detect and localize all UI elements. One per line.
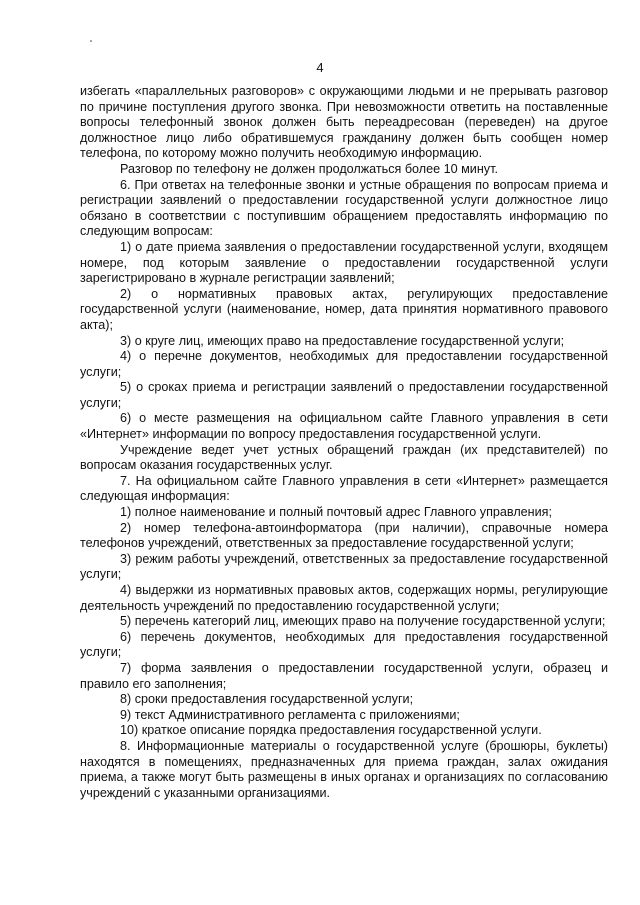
paragraph: 1) о дате приема заявления о предоставлении государственной услуги, входящем номере, под которым заявление о предоставлении государственной услуги зарегистрировано в журнале регистрации заявлений; (80, 239, 608, 286)
paragraph: 3) режим работы учреждений, ответственных за предоставление государственной услуги; (80, 551, 608, 582)
page-number: 4 (316, 60, 324, 75)
paragraph: избегать «параллельных разговоров» с окружающими людьми и не прерывать разговор по причине поступления другого звонка. При невозможности ответить на поставленные вопросы телефонный звонок должен быть переадресован (переведен) на другое должностное лицо либо обратившемуся гражданину должен быть сообщен номер телефона, по которому можно получить необходимую информацию. (80, 84, 608, 161)
paragraph: 1) полное наименование и полный почтовый адрес Главного управления; (120, 505, 552, 520)
paragraph: Учреждение ведет учет устных обращений граждан (их представителей) по вопросам оказания государственных услуг. (80, 442, 608, 473)
paragraph: 5) перечень категорий лиц, имеющих право на получение государственной услуги; (120, 614, 606, 629)
paragraph: Разговор по телефону не должен продолжаться более 10 минут. (120, 161, 498, 176)
document-body (80, 84, 608, 801)
paragraph: 6. При ответах на телефонные звонки и устные обращения по вопросам приема и регистрации заявлений о предоставлении государственной услуги должностное лицо обязано в соответствии с поступившим обращением предоставлять информацию по следующим вопросам: (80, 177, 608, 239)
paragraph: 8. Информационные материалы о государственной услуге (брошюры, буклеты) находятся в помещениях, предназначенных для приема граждан, залах ожидания приема, а также могут быть размещены в иных органах и организациях по согласованию учреждений с указанными организациями. (80, 738, 608, 800)
paragraph: 3) о круге лиц, имеющих право на предоставление государственной услуги; (120, 333, 565, 348)
paragraph: 5) о сроках приема и регистрации заявлений о предоставлении государственной услуги; (80, 380, 608, 410)
scan-speck (90, 40, 92, 42)
paragraph: 7. На официальном сайте Главного управления в сети «Интернет» размещается следующая информация: (80, 473, 608, 504)
paragraph: 4) выдержки из нормативных правовых актов, содержащих нормы, регулирующие деятельность учреждений по предоставлению государственной услуги; (80, 583, 608, 613)
paragraph: 6) о месте размещения на официальном сайте Главного управления в сети «Интернет» информации по вопросу предоставления государственной услуги. (80, 411, 608, 442)
paragraph: 10) краткое описание порядка предоставления государственной услуги. (120, 723, 542, 738)
paragraph: 2) номер телефона-автоинформатора (при наличии), справочные номера телефонов учреждений, ответственных за предоставление государственной услуги; (80, 520, 608, 551)
paragraph: 6) перечень документов, необходимых для предоставления государственной услуги; (80, 629, 608, 660)
paragraph: 2) о нормативных правовых актах, регулирующих предоставление государственной услуги (наименование, номер, дата принятия нормативного правового акта); (80, 286, 608, 332)
paragraph: 7) форма заявления о предоставлении государственной услуги, образец и правило его заполнения; (80, 660, 608, 691)
paragraph: 9) текст Административного регламента с приложениями; (120, 707, 460, 722)
paragraph: 4) о перечне документов, необходимых для предоставлении государственной услуги; (80, 349, 608, 379)
paragraph: 8) сроки предоставления государственной услуги; (120, 692, 414, 707)
